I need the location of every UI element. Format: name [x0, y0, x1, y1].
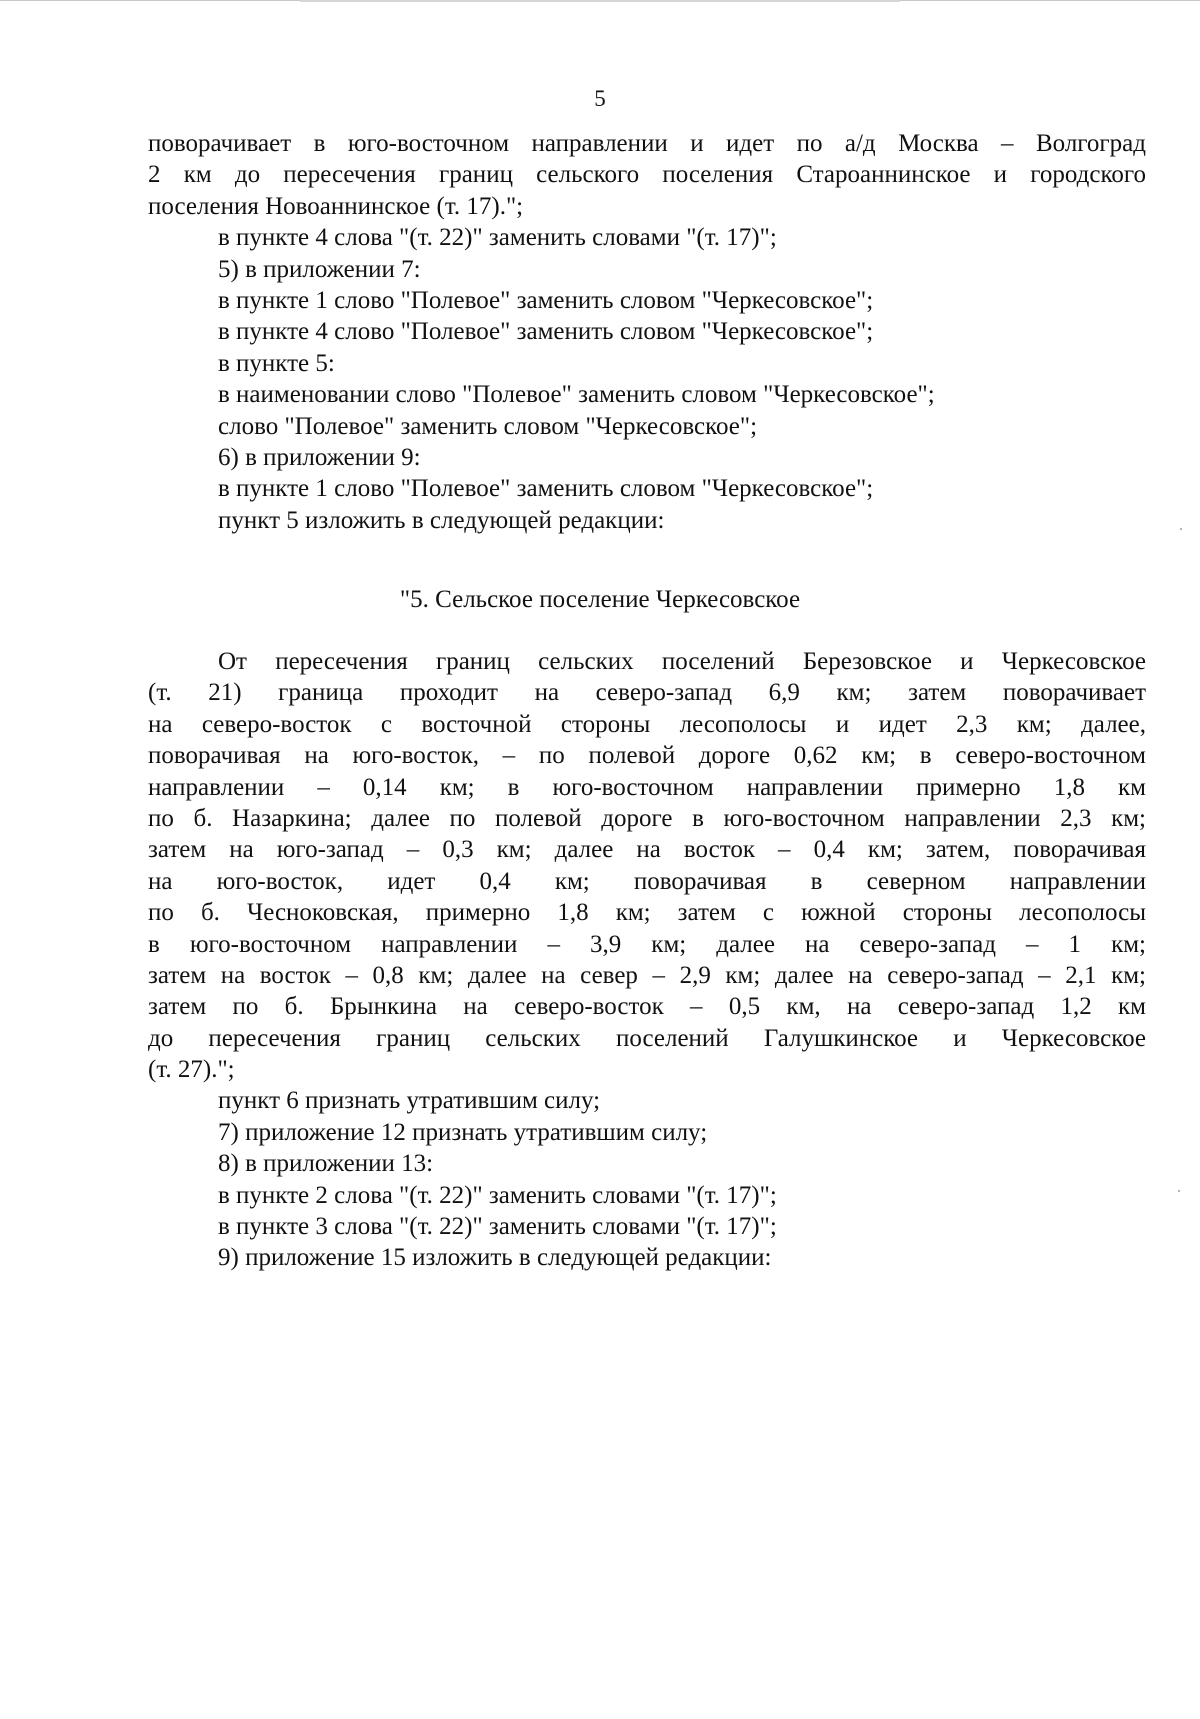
text-line: в юго-восточном направлении – 3,9 км; далее на северо-запад – 1 км;	[148, 930, 1146, 958]
text-block-amendments	[148, 128, 1146, 536]
text-line: до пересечения границ сельских поселений Галушкинское и Черкесовское	[148, 1024, 1146, 1052]
text-line: 5) в приложении 7:	[218, 255, 421, 283]
scan-speck	[1180, 528, 1182, 530]
text-line: на северо-восток с восточной стороны лесополосы и идет 2,3 км; далее,	[148, 710, 1146, 738]
text-line: 9) приложение 15 изложить в следующей редакции:	[218, 1244, 772, 1272]
text-line: (т. 21) граница проходит на северо-запад 6,9 км; затем поворачивает	[148, 679, 1146, 707]
text-line: (т. 27).";	[148, 1056, 235, 1084]
section-heading: "5. Сельское поселение Черкесовское	[399, 586, 801, 613]
page-number: 5	[594, 86, 606, 111]
text-line: по б. Назаркина; далее по полевой дороге в юго-восточном направлении 2,3 км;	[148, 804, 1146, 832]
text-line: направлении – 0,14 км; в юго-восточном направлении примерно 1,8 км	[148, 773, 1146, 801]
text-line: в пункте 4 слова "(т. 22)" заменить словами "(т. 17)";	[218, 224, 777, 252]
text-line: в пункте 2 слова "(т. 22)" заменить словами "(т. 17)";	[218, 1181, 777, 1209]
text-line: в пункте 5:	[218, 349, 335, 377]
text-line: поворачивая на юго-восток, – по полевой дороге 0,62 км; в северо-восточном	[148, 742, 1146, 770]
text-line: слово "Полевое" заменить словом "Черкесовское";	[218, 412, 758, 440]
text-line: в пункте 1 слово "Полевое" заменить словом "Черкесовское";	[218, 286, 874, 314]
text-line: в пункте 4 слово "Полевое" заменить словом "Черкесовское";	[218, 318, 874, 346]
text-line: на юго-восток, идет 0,4 км; поворачивая в северном направлении	[148, 867, 1146, 895]
text-line: пункт 5 изложить в следующей редакции:	[218, 506, 665, 534]
text-line: 6) в приложении 9:	[218, 443, 421, 471]
text-line: в пункте 3 слова "(т. 22)" заменить словами "(т. 17)";	[218, 1213, 777, 1241]
text-line: затем по б. Брынкина на северо-восток – 0,5 км, на северо-запад 1,2 км	[148, 993, 1146, 1021]
text-line: От пересечения границ сельских поселений Березовское и Черкесовское	[218, 648, 1146, 675]
scan-speck	[1178, 1190, 1180, 1192]
text-block-boundary-description	[148, 646, 1146, 1274]
text-line: затем на восток – 0,8 км; далее на север – 2,9 км; далее на северо-запад – 2,1 км;	[148, 961, 1146, 989]
text-line: в пункте 1 слово "Полевое" заменить словом "Черкесовское";	[218, 475, 874, 503]
text-line: 2 км до пересечения границ сельского поселения Староаннинское и городского	[148, 161, 1146, 189]
text-line: поворачивает в юго-восточном направлении и идет по а/д Москва – Волгоград	[148, 130, 1146, 157]
text-line: затем на юго-запад – 0,3 км; далее на восток – 0,4 км; затем, поворачивая	[148, 836, 1146, 864]
scan-top-shadow	[300, 0, 900, 2]
text-line: по б. Чесноковская, примерно 1,8 км; затем с южной стороны лесополосы	[148, 899, 1146, 927]
text-line: 7) приложение 12 признать утратившим силу;	[218, 1118, 708, 1146]
text-line: в наименовании слово "Полевое" заменить словом "Черкесовское";	[218, 381, 935, 409]
text-line: пункт 6 признать утратившим силу;	[218, 1087, 601, 1115]
text-line: 8) в приложении 13:	[218, 1150, 434, 1178]
text-line: поселения Новоаннинское (т. 17).";	[148, 192, 524, 220]
